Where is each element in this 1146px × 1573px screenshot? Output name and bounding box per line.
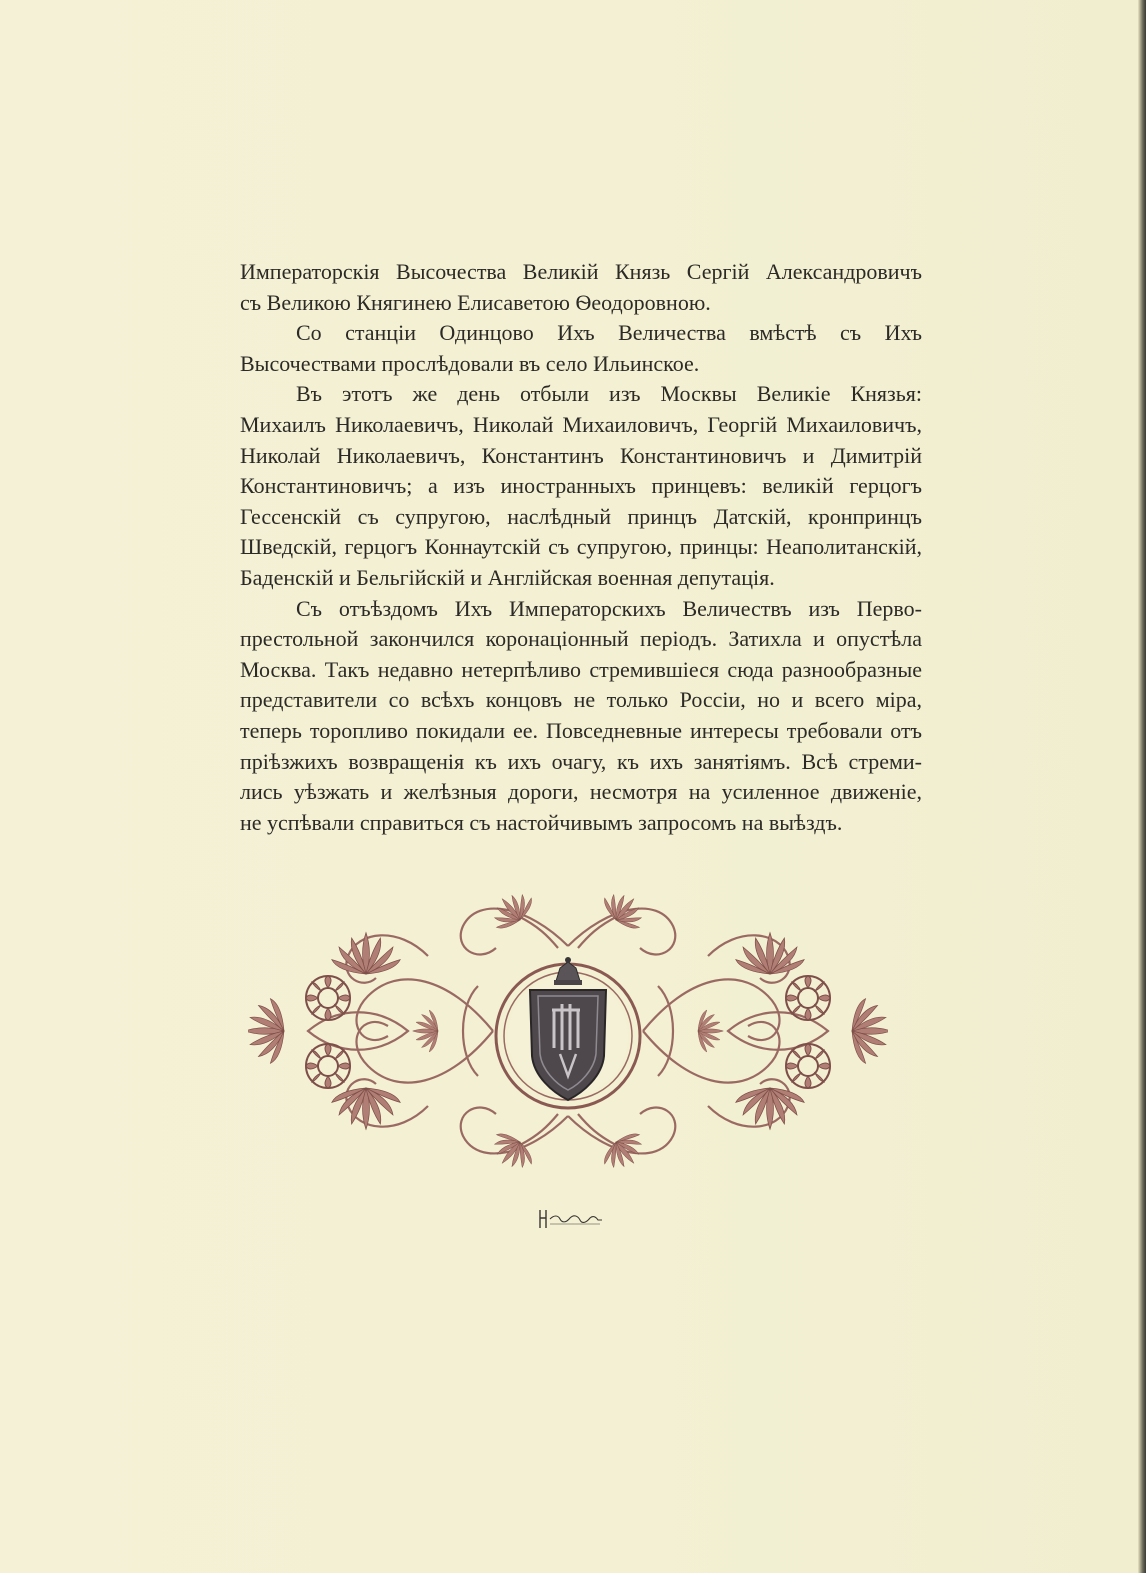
paragraph-2 [240, 318, 922, 379]
text-line: Съ отъѣздомъ Ихъ Императорскихъ Величествъ изъ Перво- [296, 595, 922, 621]
floral-ornament [248, 886, 888, 1176]
text-line: теперь торопливо покидали ее. Повседневные интересы требовали отъ [240, 717, 922, 743]
text-line: Гессенскій съ супругою, наслѣдный принцъ Датскій, кронпринцъ [240, 503, 922, 529]
text-line: Шведскій, герцогъ Коннаутскій съ супругою, принцы: Неаполитанскій, [240, 534, 922, 560]
text-line: Баденскій и Бельгійскій и Англійская военная депутація. [240, 564, 775, 590]
text-line: пріѣзжихъ возвращенія къ ихъ очагу, къ ихъ занятіямъ. Всѣ стреми- [240, 748, 922, 774]
text-line: не успѣвали справиться съ настойчивымъ запросомъ на выѣздъ. [240, 809, 843, 835]
text-line: Въ этотъ же день отбыли изъ Москвы Великіе Князья: [296, 381, 922, 407]
crown-icon [554, 957, 582, 985]
text-line: Императорскія Высочества Великій Князь Сергій Александровичъ [240, 259, 922, 284]
artist-signature [536, 1206, 606, 1232]
text-line: Николай Николаевичъ, Константинъ Константиновичъ и Димитрій [240, 442, 922, 468]
text-line: представители со всѣхъ концовъ не только Россіи, но и всего міра, [240, 687, 922, 713]
text-line: Константиновичъ; а изъ иностранныхъ принцевъ: великій герцогъ [240, 473, 922, 499]
text-line: Со станціи Одинцово Ихъ Величества вмѣстѣ съ Ихъ [296, 320, 922, 346]
paragraph-4 [240, 594, 922, 839]
body-text [240, 257, 922, 838]
text-line: Михаилъ Николаевичъ, Николай Михаиловичъ, Георгій Михаиловичъ, [240, 411, 922, 437]
text-line: лись уѣзжать и желѣзныя дороги, несмотря на усиленное движеніе, [240, 779, 922, 805]
text-line: престольной закончился коронаціонный періодъ. Затихла и опустѣла [240, 626, 922, 652]
text-line: съ Великою Княгинею Елисаветою Ѳеодоровною. [240, 289, 711, 315]
paragraph-1 [240, 257, 922, 318]
text-line: Москва. Такъ недавно нетерпѣливо стремившіеся сюда разнообразные [240, 656, 922, 682]
paragraph-3 [240, 379, 922, 593]
page-edge [1138, 0, 1146, 1573]
text-line: Высочествами прослѣдовали въ село Ильинское. [240, 350, 700, 376]
